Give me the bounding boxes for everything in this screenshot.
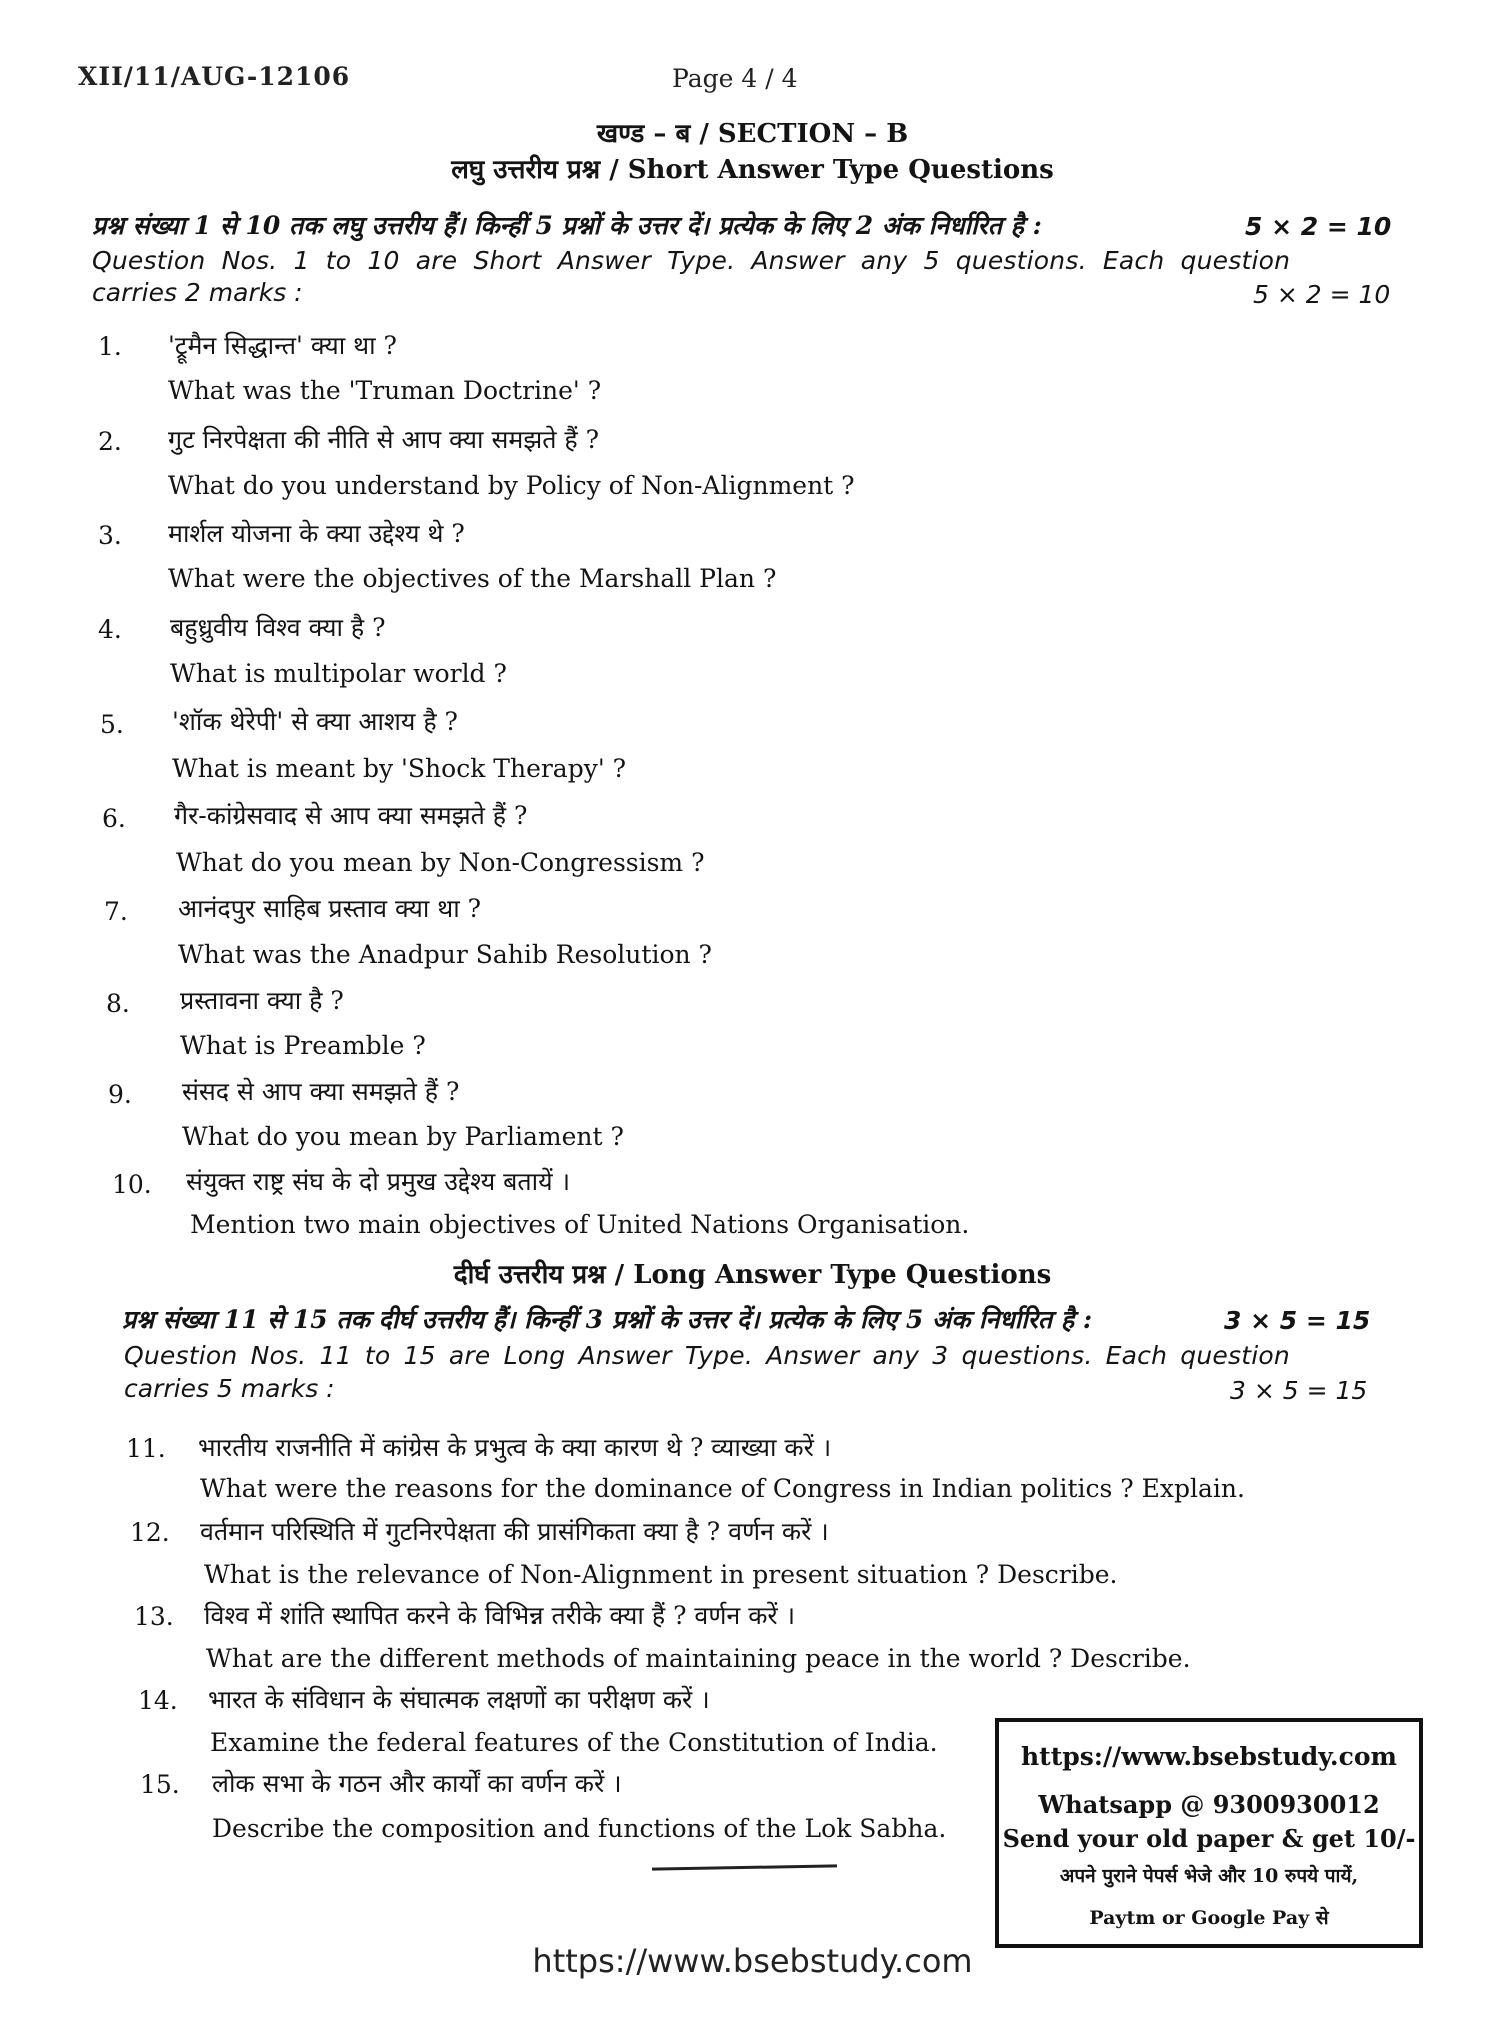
marks-english: 5 × 2 = 10 [1253,280,1391,309]
instructions-english: Question Nos. 1 to 10 are Short Answer Type. Answer any 5 questions. Each question [92,246,1291,275]
question-number: 14. [138,1686,178,1715]
question-english: What are the different methods of maintaining peace in the world ? Describe. [206,1644,1191,1673]
question-english: What is multipolar world ? [170,659,507,688]
question-english: Examine the federal features of the Constitution of India. [210,1728,938,1757]
question-number: 8. [106,989,130,1018]
question-hindi: संसद से आप क्या समझते हैं ? [182,1077,460,1106]
promo-whatsapp: Whatsapp @ 9300930012 [1038,1790,1380,1819]
question-number: 1. [98,332,122,361]
question-number: 10. [112,1170,152,1199]
question-number: 7. [104,897,128,926]
question-hindi: लोक सभा के गठन और कार्यों का वर्णन करें । [212,1769,622,1798]
question-english: What is meant by 'Shock Therapy' ? [172,754,627,783]
section-subtitle: लघु उत्तरीय प्रश्न / Short Answer Type Questions [451,155,1054,185]
question-english: What were the objectives of the Marshall Plan ? [168,564,777,593]
question-hindi: आनंदपुर साहिब प्रस्ताव क्या था ? [178,894,482,923]
question-number: 13. [134,1602,174,1631]
end-divider [652,1864,837,1870]
long-instructions-english-line2: carries 5 marks : [124,1374,335,1403]
question-hindi: गुट निरपेक्षता की नीति से आप क्या समझते हैं ? [168,425,600,454]
long-instructions-hindi: प्रश्न संख्या 11 से 15 तक दीर्घ उत्तरीय हैं। किन्हीं 3 प्रश्नों के उत्तर दें। प्रत्येक के लिए 5 अंक निर्धारित है : [122,1305,1093,1334]
question-number: 12. [130,1518,170,1547]
question-number: 4. [98,615,122,644]
question-english: What do you mean by Parliament ? [182,1122,624,1151]
question-hindi: गैर-कांग्रेसवाद से आप क्या समझते हैं ? [174,801,528,830]
question-number: 3. [98,521,122,550]
marks-hindi: 5 × 2 = 10 [1245,212,1392,241]
question-english: What is Preamble ? [180,1031,426,1060]
question-english: What do you understand by Policy of Non-Alignment ? [168,471,855,500]
question-hindi: मार्शल योजना के क्या उद्देश्य थे ? [168,519,465,548]
question-number: 2. [98,427,122,456]
question-hindi: प्रस्तावना क्या है ? [180,986,344,1015]
question-number: 11. [126,1434,166,1463]
question-english: Mention two main objectives of United Nations Organisation. [190,1210,970,1239]
question-hindi: संयुक्त राष्ट्र संघ के दो प्रमुख उद्देश्य बतायें । [186,1167,571,1196]
question-english: What was the 'Truman Doctrine' ? [168,376,602,405]
page-number: Page 4 / 4 [672,64,798,93]
promo-send: Send your old paper & get 10/- [1002,1824,1416,1853]
question-english: What were the reasons for the dominance of Congress in Indian politics ? Explain. [200,1474,1245,1503]
question-number: 9. [108,1080,132,1109]
promo-hindi: अपने पुराने पेपर्स भेजे और 10 रुपये पायें, [1059,1865,1359,1887]
question-hindi: 'शॉक थेरेपी' से क्या आशय है ? [172,707,458,736]
question-hindi: बहुध्रुवीय विश्व क्या है ? [170,613,386,642]
question-number: 6. [102,804,126,833]
long-marks-english: 3 × 5 = 15 [1230,1376,1368,1405]
footer-url[interactable]: https://www.bsebstudy.com [532,1942,973,1980]
question-english: What was the Anadpur Sahib Resolution ? [178,940,712,969]
instructions-hindi: प्रश्न संख्या 1 से 10 तक लघु उत्तरीय हैं। किन्हीं 5 प्रश्नों के उत्तर दें। प्रत्येक के लिए 2 अंक निर्धारित है : [92,211,1042,240]
question-hindi: वर्तमान परिस्थिति में गुटनिरपेक्षता की प्रासंगिकता क्या है ? वर्णन करें । [200,1517,829,1546]
instructions-english-line2: carries 2 marks : [92,278,303,307]
question-hindi: विश्व में शांति स्थापित करने के विभिन्न तरीके क्या हैं ? वर्णन करें । [204,1601,796,1630]
question-number: 15. [140,1770,180,1799]
promo-payment: Paytm or Google Pay से [1089,1907,1329,1929]
question-english: What is the relevance of Non-Alignment in present situation ? Describe. [204,1560,1118,1589]
promo-url: https://www.bsebstudy.com [1020,1742,1397,1771]
paper-code: XII/11/AUG-12106 [78,62,351,91]
promo-box [995,1718,1423,1948]
question-english: Describe the composition and functions of the Lok Sabha. [212,1814,947,1843]
long-instructions-english: Question Nos. 11 to 15 are Long Answer Type. Answer any 3 questions. Each question [124,1341,1290,1370]
long-answer-title: दीर्घ उत्तरीय प्रश्न / Long Answer Type Questions [453,1260,1052,1290]
question-number: 5. [100,710,124,739]
question-hindi: 'ट्रूमैन सिद्धान्त' क्या था ? [168,331,397,360]
question-english: What do you mean by Non-Congressism ? [176,848,705,877]
section-title: खण्ड – ब / SECTION – B [596,119,909,149]
long-marks-hindi: 3 × 5 = 15 [1224,1306,1371,1335]
question-hindi: भारत के संविधान के संघात्मक लक्षणों का परीक्षण करें । [208,1685,710,1714]
question-hindi: भारतीय राजनीति में कांग्रेस के प्रभुत्व के क्या कारण थे ? व्याख्या करें । [198,1433,832,1462]
